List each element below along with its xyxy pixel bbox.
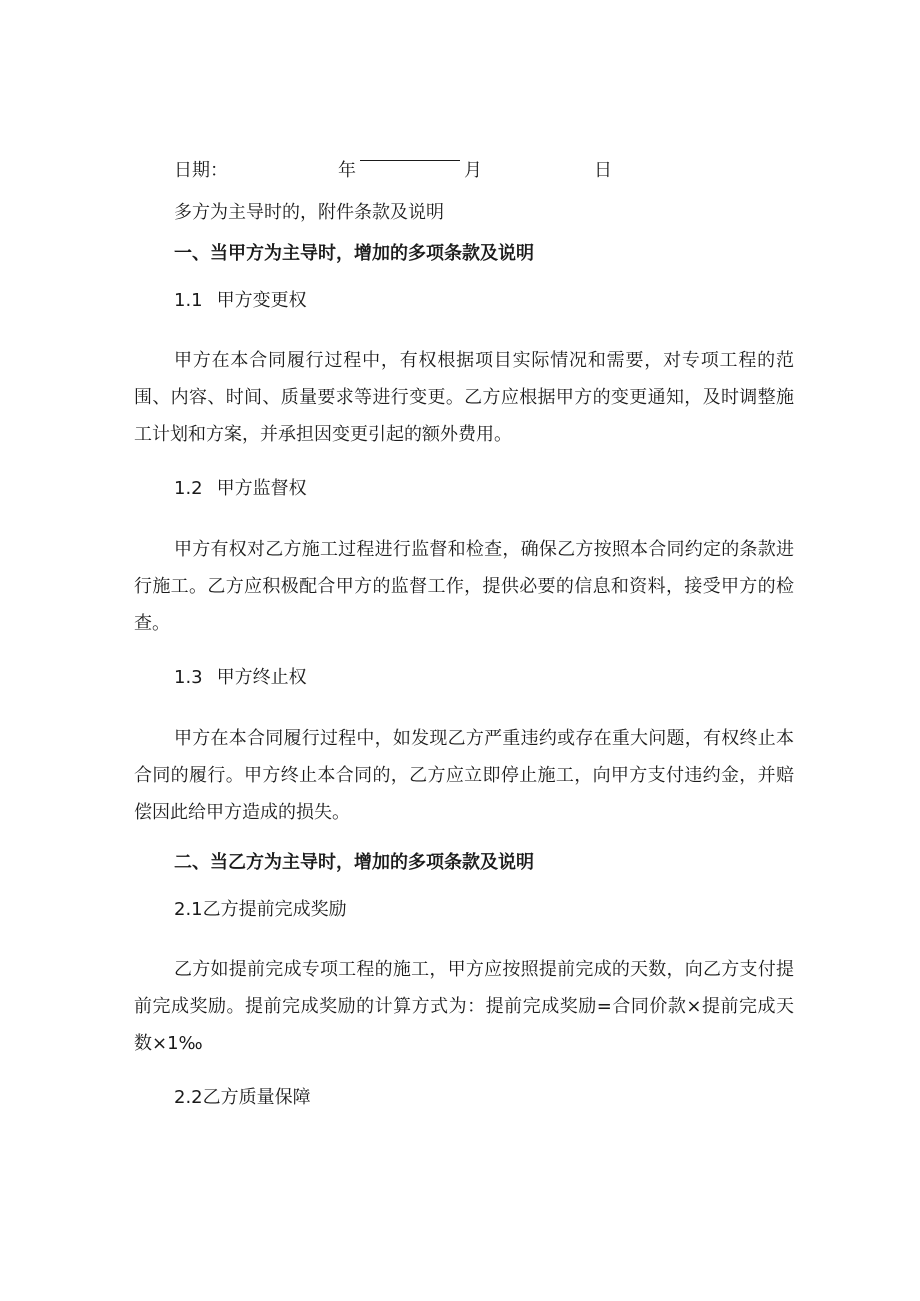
clause-title: 甲方变更权 — [216, 290, 307, 311]
intro-text: 多方为主导时的，附件条款及说明 — [174, 202, 444, 223]
date-month-blank — [360, 160, 460, 161]
clause-number: 1.2 — [174, 478, 203, 499]
clause-title: 乙方提前完成奖励 — [202, 899, 347, 920]
date-day-label: 日 — [594, 160, 612, 181]
clause-1-3-title — [174, 667, 307, 689]
clause-2-2-title — [174, 1087, 311, 1109]
clause-1-3-body: 甲方在本合同履行过程中，如发现乙方严重违约或存在重大问题，有权终止本合同的履行。甲方终止本合同的，乙方应立即停止施工，向甲方支付违约金，并赔偿因此给甲方造成的损失。 — [134, 728, 794, 823]
clause-title: 甲方监督权 — [216, 478, 307, 499]
clause-title: 乙方质量保障 — [202, 1087, 311, 1108]
clause-number: 2.2 — [174, 1087, 203, 1108]
clause-1-2-title — [174, 478, 307, 500]
section1-heading: 一、当甲方为主导时，增加的多项条款及说明 — [174, 243, 534, 264]
clause-number: 2.1 — [174, 899, 203, 920]
date-label: 日期： — [174, 160, 228, 181]
section2-heading: 二、当乙方为主导时，增加的多项条款及说明 — [174, 852, 534, 873]
clause-number: 1.3 — [174, 667, 203, 688]
clause-2-1-body: 乙方如提前完成专项工程的施工，甲方应按照提前完成的天数，向乙方支付提前完成奖励。提前完成奖励的计算方式为：提前完成奖励=合同价款×提前完成天数×1‰ — [134, 959, 794, 1054]
clause-number: 1.1 — [174, 290, 203, 311]
clause-title: 甲方终止权 — [216, 667, 307, 688]
clause-1-1-body: 甲方在本合同履行过程中，有权根据项目实际情况和需要，对专项工程的范围、内容、时间、质量要求等进行变更。乙方应根据甲方的变更通知，及时调整施工计划和方案，并承担因变更引起的额外费用。 — [134, 350, 794, 445]
clause-1-1-title — [174, 290, 307, 312]
date-year-label: 年 — [338, 160, 356, 181]
date-month-label: 月 — [464, 160, 482, 181]
clause-2-1-title — [174, 899, 347, 921]
clause-1-2-body: 甲方有权对乙方施工过程进行监督和检查，确保乙方按照本合同约定的条款进行施工。乙方应积极配合甲方的监督工作，提供必要的信息和资料，接受甲方的检查。 — [134, 539, 794, 634]
